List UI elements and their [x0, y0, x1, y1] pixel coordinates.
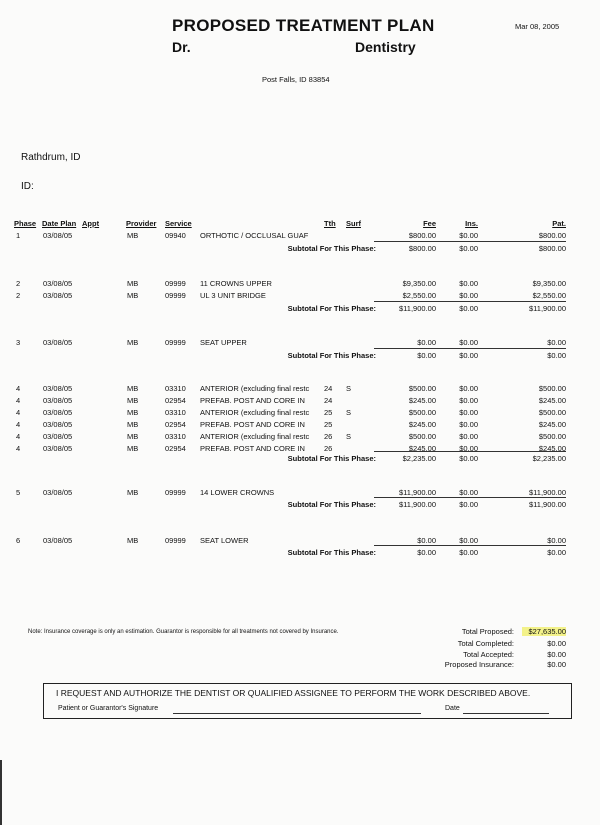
subtotal-rule	[374, 497, 566, 498]
row-ins: $0.00	[459, 488, 478, 497]
subtotal-label: Subtotal For This Phase:	[287, 244, 376, 253]
signature-line[interactable]	[173, 713, 421, 714]
row-service: 09999	[165, 536, 186, 545]
row-pat: $0.00	[547, 536, 566, 545]
subtotal-label: Subtotal For This Phase:	[287, 500, 376, 509]
row-desc: 11 CROWNS UPPER	[200, 279, 272, 288]
row-desc: PREFAB. POST AND CORE IN	[200, 444, 305, 453]
row-desc: ORTHOTIC / OCCLUSAL GUAF	[200, 231, 309, 240]
row-date: 03/08/05	[43, 396, 73, 405]
row-date: 03/08/05	[43, 488, 73, 497]
row-fee: $9,350.00	[402, 279, 436, 288]
row-pat: $245.00	[538, 444, 566, 453]
subtotal-ins: $0.00	[459, 548, 478, 557]
row-date: 03/08/05	[43, 432, 73, 441]
col-pat: Pat.	[552, 219, 566, 228]
row-phase: 6	[16, 536, 21, 545]
row-fee: $500.00	[408, 384, 436, 393]
row-provider: MB	[127, 444, 139, 453]
row-ins: $0.00	[459, 291, 478, 300]
subtotal-fee: $0.00	[417, 548, 436, 557]
subtotal-ins: $0.00	[459, 500, 478, 509]
row-service: 09999	[165, 279, 186, 288]
subtotal-rule	[374, 301, 566, 302]
row-service: 03310	[165, 384, 186, 393]
row-ins: $0.00	[459, 408, 478, 417]
subtotal-rule	[374, 451, 566, 452]
row-provider: MB	[127, 432, 139, 441]
row-date: 03/08/05	[43, 408, 73, 417]
row-phase: 2	[16, 291, 21, 300]
row-ins: $0.00	[459, 444, 478, 453]
row-tth: 24	[324, 396, 333, 405]
row-provider: MB	[127, 408, 139, 417]
row-phase: 4	[16, 396, 21, 405]
row-phase: 4	[16, 408, 21, 417]
page-edge-mark	[0, 760, 2, 825]
col-fee: Fee	[423, 219, 436, 228]
subtotal-fee: $11,900.00	[399, 500, 436, 509]
subtotal-label: Subtotal For This Phase:	[287, 351, 376, 360]
subtotal-ins: $0.00	[459, 244, 478, 253]
subtotal-label: Subtotal For This Phase:	[287, 548, 376, 557]
row-service: 09940	[165, 231, 186, 240]
row-service: 09999	[165, 488, 186, 497]
row-fee: $245.00	[408, 396, 436, 405]
doctor-prefix: Dr.	[172, 39, 191, 55]
row-provider: MB	[127, 396, 139, 405]
subtotal-pat: $0.00	[547, 351, 566, 360]
signature-label: Patient or Guarantor's Signature	[58, 705, 159, 712]
row-fee: $500.00	[408, 408, 436, 417]
total-value: $0.00	[547, 639, 566, 648]
subtotal-rule	[374, 348, 566, 349]
subtotal-label: Subtotal For This Phase:	[287, 304, 376, 313]
row-phase: 4	[16, 444, 21, 453]
row-phase: 4	[16, 420, 21, 429]
row-service: 03310	[165, 432, 186, 441]
col-appt: Appt	[82, 219, 100, 228]
row-desc: SEAT UPPER	[200, 338, 247, 347]
row-surf: S	[346, 384, 352, 393]
row-surf: S	[346, 408, 352, 417]
total-label: Proposed Insurance:	[444, 660, 514, 669]
row-desc: ANTERIOR (excluding final restc	[200, 432, 310, 441]
row-date: 03/08/05	[43, 338, 73, 347]
row-date: 03/08/05	[43, 231, 73, 240]
date-line[interactable]	[463, 713, 549, 714]
row-fee: $245.00	[408, 444, 436, 453]
row-provider: MB	[127, 291, 139, 300]
subtotal-label: Subtotal For This Phase:	[287, 454, 376, 463]
row-date: 03/08/05	[43, 420, 73, 429]
subtotal-rule	[374, 241, 566, 242]
row-fee: $2,550.00	[402, 291, 436, 300]
row-pat: $245.00	[538, 396, 566, 405]
insurance-note: Note: Insurance coverage is only an estimation. Guarantor is responsible for all treatments not covered by Insurance.	[28, 629, 339, 635]
row-fee: $11,900.00	[399, 488, 436, 497]
row-desc: ANTERIOR (excluding final restc	[200, 408, 310, 417]
row-ins: $0.00	[459, 396, 478, 405]
row-pat: $0.00	[547, 338, 566, 347]
row-provider: MB	[127, 231, 139, 240]
total-label: Total Completed:	[457, 639, 514, 648]
row-fee: $0.00	[417, 338, 436, 347]
row-service: 09999	[165, 291, 186, 300]
subtotal-fee: $0.00	[417, 351, 436, 360]
row-fee: $0.00	[417, 536, 436, 545]
practice-name: Dentistry	[355, 39, 416, 55]
row-phase: 1	[16, 231, 21, 240]
col-date-plan: Date Plan	[42, 219, 77, 228]
patient-city: Rathdrum, ID	[21, 152, 81, 163]
row-desc: PREFAB. POST AND CORE IN	[200, 396, 305, 405]
subtotal-pat: $11,900.00	[529, 304, 566, 313]
row-ins: $0.00	[459, 279, 478, 288]
row-provider: MB	[127, 279, 139, 288]
row-fee: $800.00	[408, 231, 436, 240]
row-desc: UL 3 UNIT BRIDGE	[200, 291, 266, 300]
row-provider: MB	[127, 488, 139, 497]
row-ins: $0.00	[459, 432, 478, 441]
row-provider: MB	[127, 384, 139, 393]
document-date: Mar 08, 2005	[515, 22, 560, 31]
subtotal-fee: $2,235.00	[402, 454, 436, 463]
row-ins: $0.00	[459, 536, 478, 545]
row-phase: 3	[16, 338, 21, 347]
row-phase: 4	[16, 384, 21, 393]
row-service: 02954	[165, 420, 186, 429]
total-value: $27,635.00	[522, 627, 566, 636]
row-date: 03/08/05	[43, 444, 73, 453]
subtotal-pat: $11,900.00	[529, 500, 566, 509]
col-phase: Phase	[14, 219, 37, 228]
row-provider: MB	[127, 536, 139, 545]
row-pat: $800.00	[538, 231, 566, 240]
col-ins: Ins.	[465, 219, 478, 228]
date-label: Date	[445, 705, 460, 712]
row-date: 03/08/05	[43, 279, 73, 288]
subtotal-pat: $2,235.00	[532, 454, 566, 463]
row-tth: 26	[324, 444, 333, 453]
row-desc: PREFAB. POST AND CORE IN	[200, 420, 305, 429]
subtotal-fee: $800.00	[408, 244, 436, 253]
row-pat: $500.00	[538, 408, 566, 417]
subtotal-ins: $0.00	[459, 351, 478, 360]
col-surf: Surf	[346, 219, 361, 228]
row-phase: 4	[16, 432, 21, 441]
row-ins: $0.00	[459, 420, 478, 429]
row-tth: 25	[324, 408, 333, 417]
row-pat: $500.00	[538, 432, 566, 441]
row-phase: 2	[16, 279, 21, 288]
patient-id-label: ID:	[21, 181, 34, 192]
subtotal-fee: $11,900.00	[399, 304, 436, 313]
total-value: $0.00	[547, 650, 566, 659]
subtotal-pat: $800.00	[538, 244, 566, 253]
row-service: 02954	[165, 444, 186, 453]
row-fee: $245.00	[408, 420, 436, 429]
row-pat: $500.00	[538, 384, 566, 393]
row-surf: S	[346, 432, 352, 441]
row-tth: 26	[324, 432, 333, 441]
row-pat: $245.00	[538, 420, 566, 429]
row-service: 02954	[165, 396, 186, 405]
row-phase: 5	[16, 488, 21, 497]
col-provider: Provider	[126, 219, 157, 228]
subtotal-ins: $0.00	[459, 304, 478, 313]
row-date: 03/08/05	[43, 384, 73, 393]
row-pat: $2,550.00	[532, 291, 566, 300]
total-value: $0.00	[547, 660, 566, 669]
col-tth: Tth	[324, 219, 336, 228]
page-title: PROPOSED TREATMENT PLAN	[172, 16, 435, 35]
row-date: 03/08/05	[43, 536, 73, 545]
row-service: 03310	[165, 408, 186, 417]
authorization-statement: I REQUEST AND AUTHORIZE THE DENTIST OR QUALIFIED ASSIGNEE TO PERFORM THE WORK DESCRIBED ABOVE.	[56, 688, 531, 698]
total-label: Total Accepted:	[463, 650, 514, 659]
row-date: 03/08/05	[43, 291, 73, 300]
row-ins: $0.00	[459, 338, 478, 347]
row-tth: 24	[324, 384, 333, 393]
row-provider: MB	[127, 338, 139, 347]
total-label: Total Proposed:	[461, 627, 514, 636]
practice-address: Post Falls, ID 83854	[262, 75, 330, 84]
row-pat: $11,900.00	[529, 488, 566, 497]
row-desc: ANTERIOR (excluding final restc	[200, 384, 310, 393]
col-service: Service	[165, 219, 192, 228]
subtotal-ins: $0.00	[459, 454, 478, 463]
row-provider: MB	[127, 420, 139, 429]
subtotal-pat: $0.00	[547, 548, 566, 557]
row-ins: $0.00	[459, 384, 478, 393]
row-ins: $0.00	[459, 231, 478, 240]
subtotal-rule	[374, 545, 566, 546]
row-tth: 25	[324, 420, 333, 429]
row-pat: $9,350.00	[532, 279, 566, 288]
row-desc: 14 LOWER CROWNS	[200, 488, 275, 497]
row-service: 09999	[165, 338, 186, 347]
row-desc: SEAT LOWER	[200, 536, 249, 545]
row-fee: $500.00	[408, 432, 436, 441]
